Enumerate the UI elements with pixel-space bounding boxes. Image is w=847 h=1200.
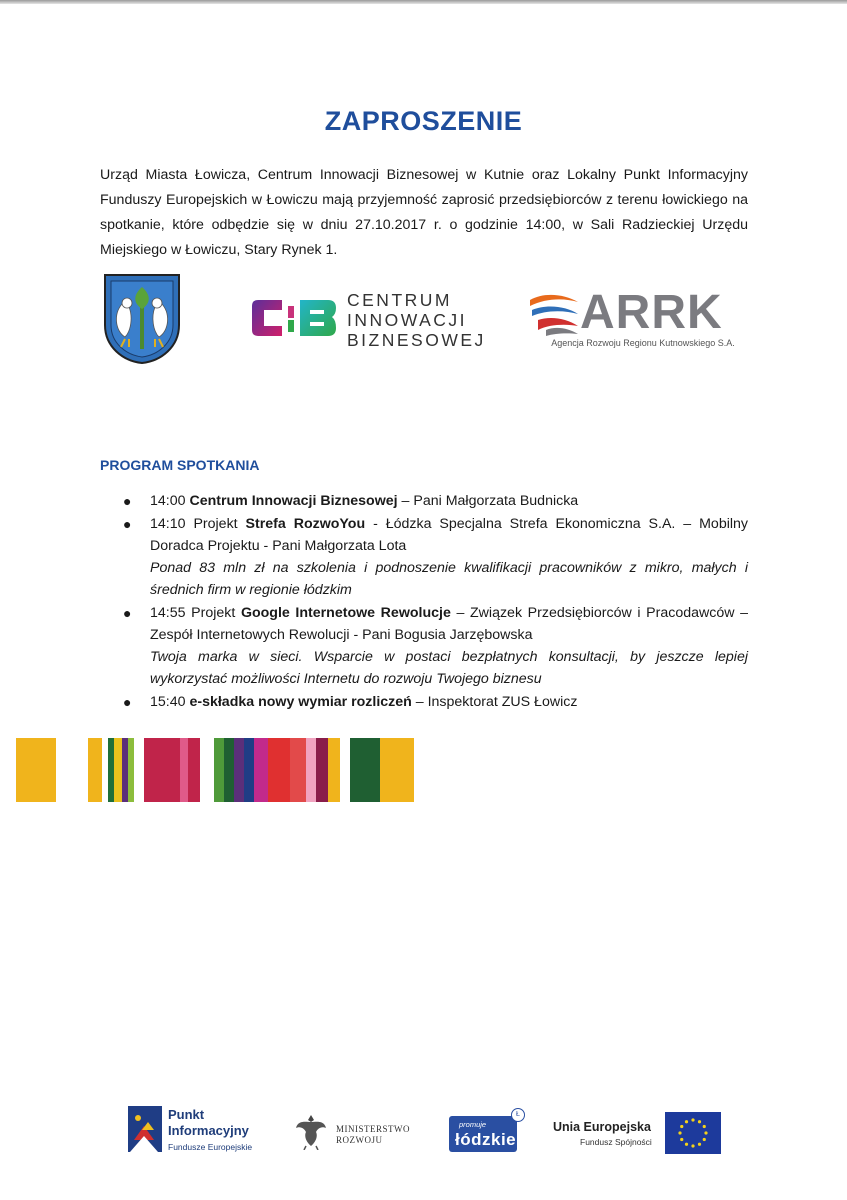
eu-star-icon [680, 1125, 683, 1128]
arrk-swoosh-icon [528, 290, 580, 336]
program-text: Projekt [185, 516, 246, 532]
eu-star-icon [704, 1131, 707, 1134]
ministerstwo-line: ROZWOJU [336, 1135, 383, 1145]
intro-paragraph [100, 163, 748, 263]
program-note: wykorzystać możliwości Internetu do rozwoju Twojego biznesu [150, 671, 542, 687]
polish-eagle-icon [294, 1112, 328, 1150]
eu-star-icon [691, 1118, 694, 1121]
program-item [120, 602, 748, 690]
program-line: Zespół Internetowych Rewolucji - Pani Bogusia Jarzębowska [150, 627, 533, 643]
program-line [150, 691, 748, 713]
color-stripe [268, 738, 290, 802]
lowicz-coat-of-arms-icon [103, 273, 181, 365]
color-stripe [328, 738, 340, 802]
eu-flag-icon [665, 1112, 721, 1154]
eu-star-icon [680, 1138, 683, 1141]
intro-line: spotkanie, które odbędzie się w dniu 27.10.2017 r. o godzinie 14:00, w Sali Radzieckiej Urzędu [100, 217, 748, 233]
program-time: 14:00 [150, 493, 186, 509]
color-stripe [134, 738, 144, 802]
program-text: – Pani Małgorzata Budnicka [397, 493, 579, 509]
program-item [120, 490, 748, 512]
program-text: - Łódzka Specjalna Strefa Ekonomiczna S.A. – Mobilny [365, 516, 749, 532]
punkt-line: Fundusze Europejskie [168, 1142, 253, 1152]
program-time: 15:40 [150, 694, 186, 710]
program-note: Twoja marka w sieci. Wsparcie w postaci bezpłatnych konsultacji, by jeszcze lepiej [150, 649, 748, 665]
program-line [150, 490, 748, 512]
program-bold: Strefa RozwoYou [245, 516, 366, 532]
punkt-line: Punkt [168, 1107, 205, 1122]
program-text: – Inspektorat ZUS Łowicz [411, 694, 578, 710]
bullet-icon: ● [123, 493, 132, 509]
ue-subtitle: Fundusz Spójności [580, 1137, 652, 1147]
color-stripe [350, 738, 380, 802]
eu-star-icon [698, 1143, 701, 1146]
arrk-logo [528, 286, 758, 356]
program-text: Projekt [185, 605, 241, 621]
punkt-informacyjny-logo [128, 1106, 268, 1156]
arrk-subtitle: Agencja Rozwoju Regionu Kutnowskiego S.A. [551, 338, 735, 348]
cib-line: CENTRUM [347, 290, 452, 310]
ministerstwo-line: MINISTERSTWO [336, 1124, 410, 1134]
eu-star-icon [685, 1143, 688, 1146]
ministerstwo-text [336, 1124, 410, 1146]
color-stripe [144, 738, 180, 802]
fundusze-europejskie-icon [128, 1106, 162, 1152]
program-time: 14:55 [150, 605, 186, 621]
color-stripe [180, 738, 188, 802]
color-stripe [56, 738, 88, 802]
lodzkie-small-text: promuje [459, 1120, 487, 1129]
intro-line: Miejskiego w Łowiczu, Stary Rynek 1. [100, 242, 338, 258]
eu-star-icon [678, 1131, 681, 1134]
color-stripe [224, 738, 234, 802]
program-list [120, 490, 748, 714]
program-text: – Związek Przedsiębiorców i Pracodawców – [450, 605, 748, 621]
program-bold: e-składka nowy wymiar rozliczeń [189, 694, 412, 710]
ministerstwo-rozwoju-logo [294, 1112, 424, 1152]
page-title: ZAPROSZENIE [324, 106, 523, 136]
program-bold: Centrum Innowacji Biznesowej [189, 493, 398, 509]
program-line: Doradca Projektu - Pani Małgorzata Lota [150, 538, 407, 554]
color-stripe [214, 738, 224, 802]
program-note: średnich firm w regionie łódzkim [150, 582, 352, 598]
lodzkie-big-text: łódzkie [455, 1130, 517, 1149]
intro-line: Funduszy Europejskich w Łowiczu mają przyjemność zaprosić przedsiębiorców z terenu łowickiego na [100, 192, 748, 208]
program-time: 14:10 [150, 516, 186, 532]
program-line [150, 602, 748, 624]
color-stripe [380, 738, 414, 802]
color-stripe [306, 738, 316, 802]
eu-star-icon [703, 1138, 706, 1141]
lodzkie-badge: Ł [511, 1108, 525, 1122]
color-stripe [234, 738, 244, 802]
scan-top-edge [0, 0, 847, 4]
cib-logo [248, 288, 498, 354]
punkt-line: Informacyjny [168, 1123, 249, 1138]
cib-wordmark [347, 290, 486, 350]
program-item [120, 513, 748, 601]
bullet-icon: ● [123, 516, 132, 532]
cib-mark-icon [248, 298, 340, 338]
cib-line: INNOWACJI [347, 310, 468, 330]
program-line [150, 513, 748, 535]
bullet-icon: ● [123, 605, 132, 621]
eu-star-icon [685, 1120, 688, 1123]
program-item [120, 691, 748, 713]
eu-star-icon [698, 1120, 701, 1123]
color-stripe [316, 738, 328, 802]
bullet-icon: ● [123, 694, 132, 710]
color-stripe [340, 738, 350, 802]
intro-line: Urząd Miasta Łowicza, Centrum Innowacji Biznesowej w Kutnie oraz Lokalny Punkt Informacyjny [100, 167, 748, 183]
color-stripe [254, 738, 268, 802]
ue-title: Unia Europejska [553, 1120, 651, 1134]
color-stripe [188, 738, 200, 802]
arrk-wordmark: ARRK [580, 286, 723, 339]
program-heading: PROGRAM SPOTKANIA [100, 457, 260, 473]
cib-line: BIZNESOWEJ [347, 330, 486, 350]
decorative-color-stripes [16, 738, 506, 802]
eu-star-icon [703, 1125, 706, 1128]
promuje-lodzkie-logo [449, 1111, 520, 1152]
color-stripe [88, 738, 102, 802]
footer-logos [0, 1100, 847, 1160]
color-stripe [16, 738, 56, 802]
color-stripe [114, 738, 122, 802]
color-stripe [290, 738, 306, 802]
program-bold: Google Internetowe Rewolucje [240, 605, 451, 621]
program-note: Ponad 83 mln zł na szkolenia i podnoszenie kwalifikacji pracowników z mikro, małych i [150, 560, 748, 576]
eu-star-icon [691, 1144, 694, 1147]
color-stripe [200, 738, 214, 802]
color-stripe [244, 738, 254, 802]
